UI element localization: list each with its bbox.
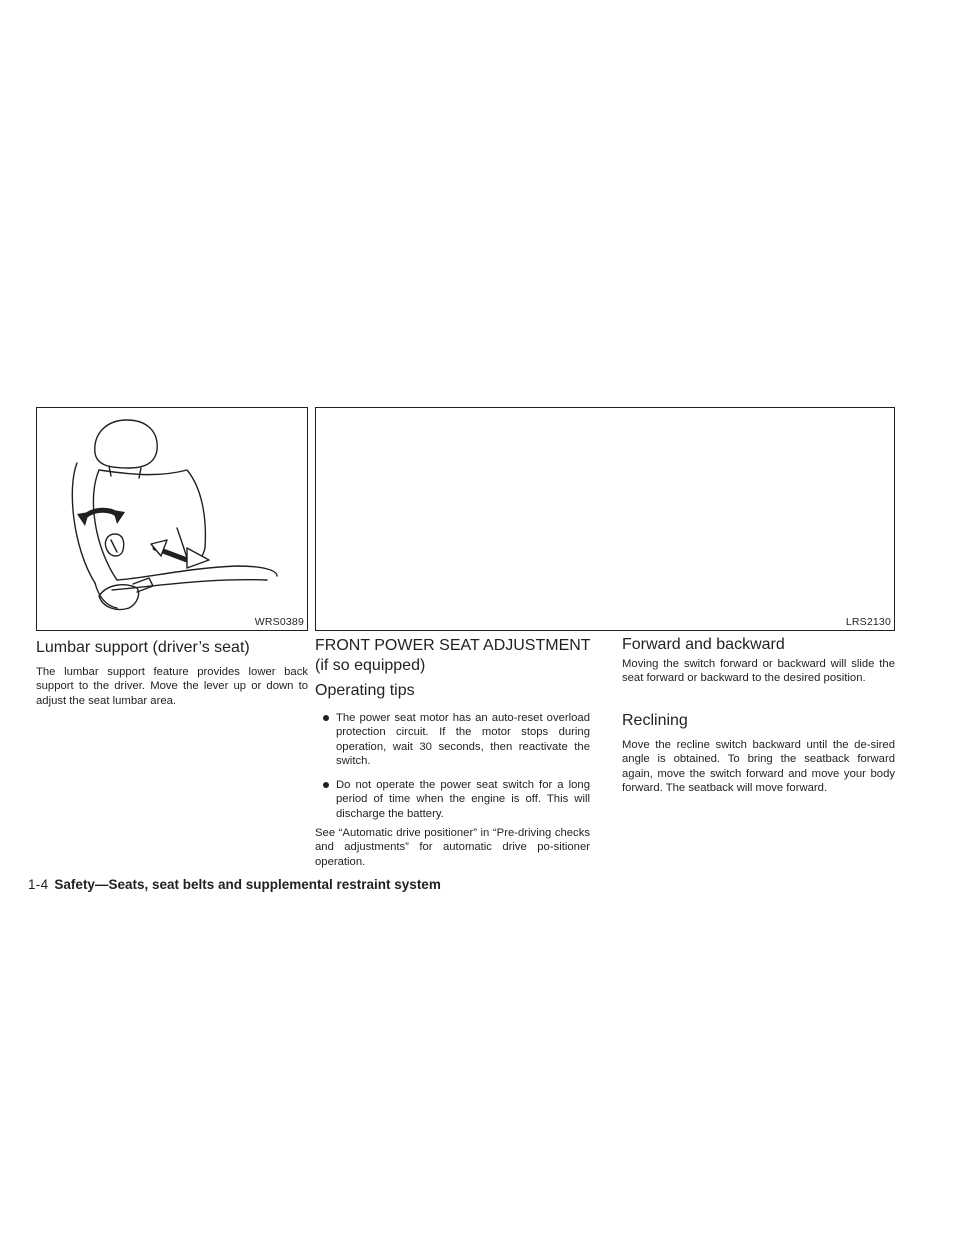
bullet-icon [323,715,329,721]
reclining-heading: Reclining [622,712,688,729]
figure-code: WRS0389 [254,616,304,628]
page-footer [28,877,441,892]
lumbar-heading: Lumbar support (driver’s seat) [36,639,250,656]
front-power-heading [315,636,605,676]
figure-lumbar-seat [36,407,308,631]
forward-backward-heading: Forward and backward [622,636,785,653]
bullet-icon [323,782,329,788]
figure-code: LRS2130 [845,616,891,628]
list-item-text: The power seat motor has an auto-reset overload protection circuit. If the motor stops during operation, wait 30 seconds, then reactivate the switch. [336,712,590,767]
list-item [315,778,590,821]
figure-power-seat [315,407,895,631]
page-number: 1-4 [28,877,49,892]
list-item [315,711,590,768]
see-reference-text: See “Automatic drive positioner” in “Pre-driving checks and adjustments” for automatic drive po-sitioner operation. [315,827,590,868]
lumbar-body: The lumbar support feature provides lower back support to the driver. Move the lever up or down to adjust the seat lumbar area. [36,666,308,707]
front-power-heading-line2: (if so equipped) [315,657,426,674]
reclining-body: Move the recline switch backward until the de-sired angle is obtained. To bring the seatback forward again, move the switch forward and move your body forward. The seatback will move forward. [622,739,895,794]
forward-backward-body: Moving the switch forward or backward will slide the seat forward or backward to the desired position. [622,658,895,685]
operating-tips-list [315,711,590,831]
operating-tips-heading: Operating tips [315,682,415,699]
front-power-heading-line1: FRONT POWER SEAT ADJUSTMENT [315,637,591,654]
seat-illustration [37,408,307,630]
chapter-title: Safety—Seats, seat belts and supplemental restraint system [54,877,441,892]
list-item-text: Do not operate the power seat switch for a long period of time when the engine is off. This will discharge the battery. [336,779,590,820]
